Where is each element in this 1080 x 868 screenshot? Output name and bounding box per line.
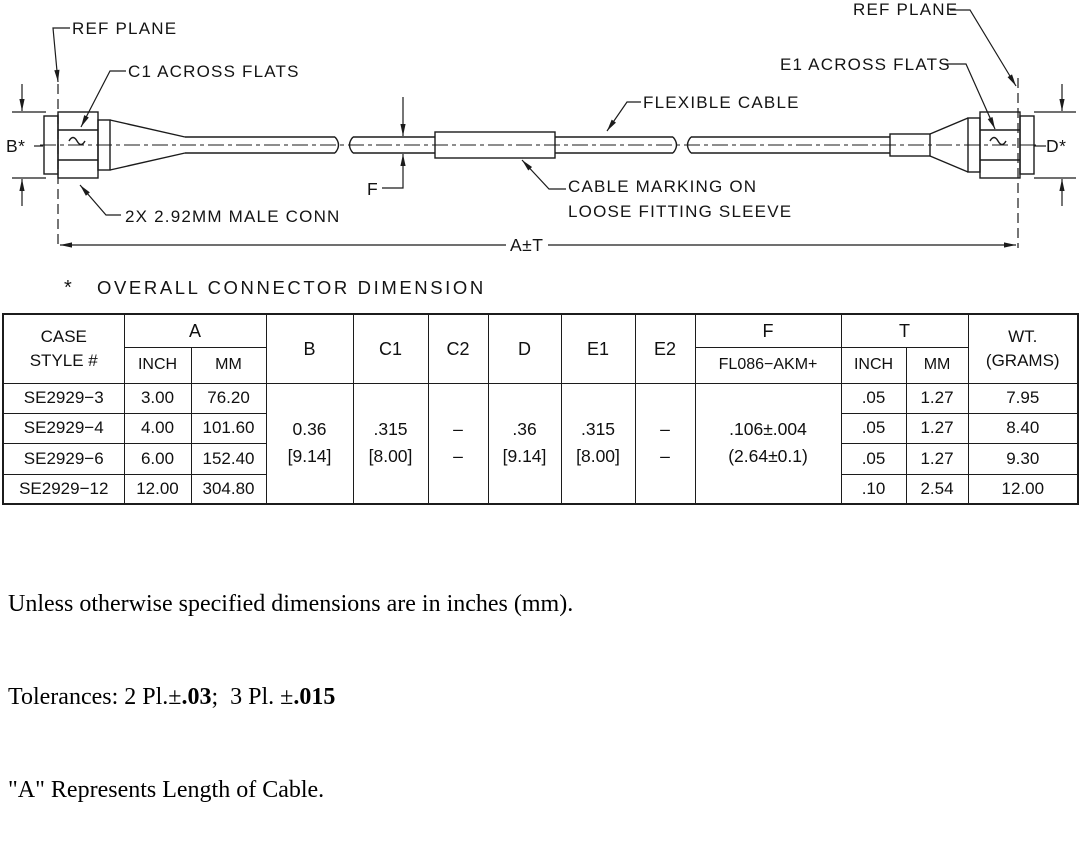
footnote-asterisk: * <box>64 277 74 299</box>
cell-d: .36 [9.14] <box>488 383 561 504</box>
flat-mark-right <box>990 138 1006 145</box>
cell-a-mm: 76.20 <box>191 383 266 413</box>
col-header-c1: C1 <box>353 314 428 383</box>
col-header-a: A <box>124 314 266 347</box>
col-header-f-sub: FL086−AKM+ <box>695 347 841 383</box>
note-cable-length: "A" Represents Length of Cable. <box>8 777 325 803</box>
leader-e1-across-flats <box>944 64 995 129</box>
note-tolerances: Tolerances: 2 Pl.±.03; 3 Pl. ±.015 <box>8 684 336 710</box>
cell-a-mm: 152.40 <box>191 443 266 474</box>
d-dim-label: D* <box>1046 136 1067 156</box>
leader-lines <box>53 10 1016 215</box>
cell-f: .106±.004 (2.64±0.1) <box>695 383 841 504</box>
cell-t-inch: .05 <box>841 413 906 443</box>
cell-c2: – – <box>428 383 488 504</box>
table-row <box>3 383 1078 413</box>
cell-t-inch: .05 <box>841 383 906 413</box>
col-header-t-mm: MM <box>906 347 968 383</box>
cell-case: SE2929−4 <box>3 413 124 443</box>
col-header-t: T <box>841 314 968 347</box>
cell-wt: 9.30 <box>968 443 1078 474</box>
col-header-a-inch: INCH <box>124 347 191 383</box>
cell-a-inch: 12.00 <box>124 474 191 504</box>
e1-across-flats-label: E1 ACROSS FLATS <box>780 55 951 74</box>
cell-a-inch: 6.00 <box>124 443 191 474</box>
flat-mark-left <box>69 138 85 145</box>
cell-t-inch: .10 <box>841 474 906 504</box>
col-header-d: D <box>488 314 561 383</box>
male-conn-label: 2X 2.92MM MALE CONN <box>125 207 341 226</box>
header-row-1 <box>3 314 1078 347</box>
cell-t-mm: 1.27 <box>906 383 968 413</box>
cable-marking-label-1: CABLE MARKING ON <box>568 177 758 196</box>
col-header-wt: WT. (GRAMS) <box>968 314 1078 383</box>
flexible-cable-label: FLEXIBLE CABLE <box>643 93 800 112</box>
cell-wt: 12.00 <box>968 474 1078 504</box>
leader-male-conn <box>80 185 121 215</box>
cell-a-inch: 4.00 <box>124 413 191 443</box>
ref-plane-right-label: REF PLANE <box>853 0 959 19</box>
leader-flexible-cable <box>607 102 641 131</box>
col-header-e1: E1 <box>561 314 635 383</box>
cell-t-inch: .05 <box>841 443 906 474</box>
cell-b: 0.36 [9.14] <box>266 383 353 504</box>
a-t-dim-label: A±T <box>510 235 544 255</box>
cell-case: SE2929−3 <box>3 383 124 413</box>
leader-ref-plane-left <box>53 28 70 82</box>
cell-a-inch: 3.00 <box>124 383 191 413</box>
cable-marking-label-2: LOOSE FITTING SLEEVE <box>568 202 793 221</box>
leader-ref-plane-right <box>950 10 1016 86</box>
notes <box>8 527 573 868</box>
c1-across-flats-label: C1 ACROSS FLATS <box>128 62 300 81</box>
col-header-case-style: CASE STYLE # <box>3 314 124 383</box>
b-dim-label: B* <box>6 136 26 156</box>
col-header-t-inch: INCH <box>841 347 906 383</box>
col-header-a-mm: MM <box>191 347 266 383</box>
cell-a-mm: 304.80 <box>191 474 266 504</box>
cable-break-icon <box>673 137 677 153</box>
cell-e1: .315 [8.00] <box>561 383 635 504</box>
leader-c1-across-flats <box>81 71 126 127</box>
col-header-b: B <box>266 314 353 383</box>
col-header-f: F <box>695 314 841 347</box>
cell-t-mm: 1.27 <box>906 413 968 443</box>
dimension-table <box>2 313 1079 505</box>
cell-case: SE2929−6 <box>3 443 124 474</box>
cell-wt: 7.95 <box>968 383 1078 413</box>
cell-wt: 8.40 <box>968 413 1078 443</box>
ref-plane-left-label: REF PLANE <box>72 19 178 38</box>
cable-assembly-drawing <box>0 0 1080 305</box>
col-header-c2: C2 <box>428 314 488 383</box>
dimension-f <box>382 97 403 188</box>
f-dim-label: F <box>367 179 379 199</box>
note-units: Unless otherwise specified dimensions are in inches (mm). <box>8 591 574 617</box>
cell-c1: .315 [8.00] <box>353 383 428 504</box>
col-header-e2: E2 <box>635 314 695 383</box>
footnote-text: OVERALL CONNECTOR DIMENSION <box>97 277 486 298</box>
cell-a-mm: 101.60 <box>191 413 266 443</box>
leader-cable-marking <box>522 160 566 189</box>
cell-case: SE2929−12 <box>3 474 124 504</box>
cell-t-mm: 1.27 <box>906 443 968 474</box>
cell-t-mm: 2.54 <box>906 474 968 504</box>
cell-e2: – – <box>635 383 695 504</box>
